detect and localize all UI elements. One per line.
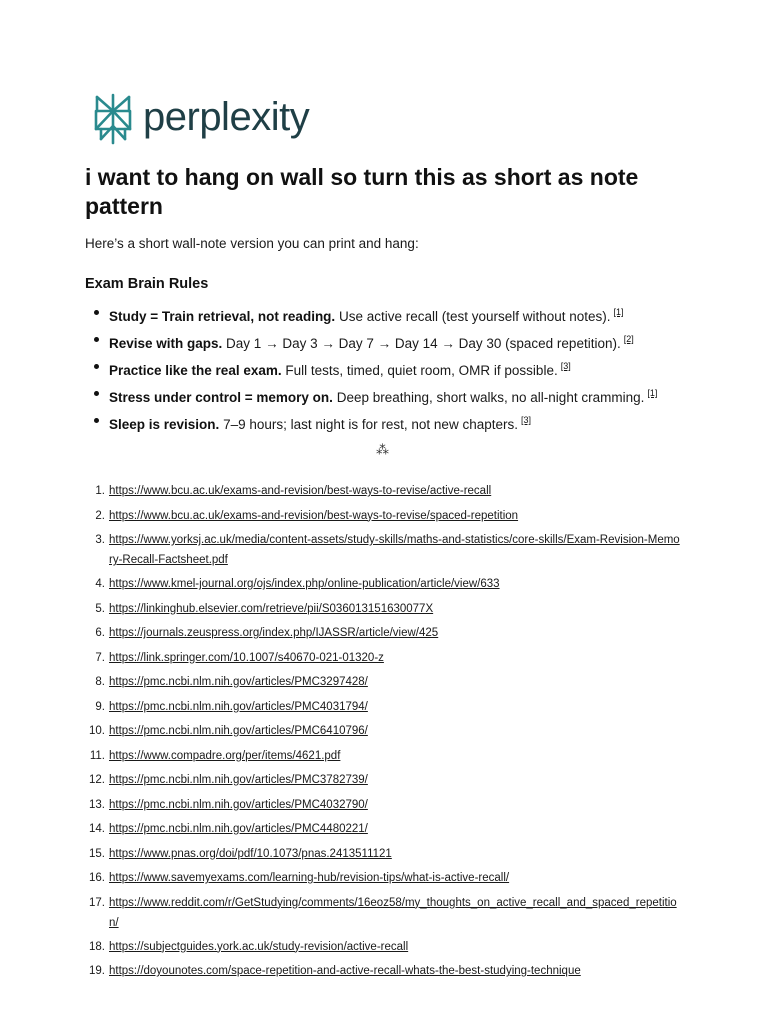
rules-list bbox=[85, 301, 709, 436]
rule-bold: Study = Train retrieval, not reading. bbox=[109, 309, 336, 324]
reference-number: 3. bbox=[95, 534, 105, 546]
reference-number: 9. bbox=[95, 700, 105, 713]
section-divider: ⁂ bbox=[376, 442, 389, 457]
reference-item bbox=[85, 893, 680, 937]
brand-name: perplexity bbox=[143, 95, 310, 139]
reference-number: 15. bbox=[89, 847, 105, 860]
reference-item bbox=[85, 937, 680, 962]
reference-number: 6. bbox=[95, 627, 105, 639]
reference-link[interactable]: https://subjectguides.york.ac.uk/study-revision/active-recall bbox=[109, 940, 409, 953]
reference-item bbox=[85, 599, 680, 624]
rule-text: Full tests, timed, quiet room, OMR if possible. bbox=[281, 363, 558, 378]
reference-link[interactable]: https://www.compadre.org/per/items/4621.pdf bbox=[109, 749, 341, 762]
rule-item bbox=[109, 301, 709, 328]
rule-item bbox=[109, 382, 709, 409]
reference-link[interactable]: https://pmc.ncbi.nlm.nih.gov/articles/PMC6410796/ bbox=[109, 725, 368, 737]
reference-link[interactable]: https://link.springer.com/10.1007/s40670-021-01320-z bbox=[109, 651, 384, 664]
reference-item bbox=[85, 530, 680, 574]
reference-link[interactable]: https://www.yorksj.ac.uk/media/content-assets/study-skills/maths-and-statistics/core-skills/Exam-Revision-Memory-Recall-Factsheet.pdf bbox=[109, 534, 680, 566]
reference-link[interactable]: https://pmc.ncbi.nlm.nih.gov/articles/PMC4032790/ bbox=[109, 798, 368, 811]
reference-number: 1. bbox=[95, 485, 105, 497]
reference-number: 16. bbox=[89, 872, 105, 884]
reference-item bbox=[85, 844, 680, 869]
reference-item bbox=[85, 868, 680, 893]
citation-link[interactable]: [1] bbox=[647, 388, 658, 398]
reference-link[interactable]: https://www.reddit.com/r/GetStudying/comments/16eoz58/my_thoughts_on_active_recall_and_spaced_repetition/ bbox=[109, 896, 677, 929]
rule-item bbox=[109, 355, 709, 382]
references-list bbox=[85, 481, 680, 986]
reference-number: 17. bbox=[89, 896, 105, 909]
rule-bold: Revise with gaps. bbox=[109, 336, 223, 351]
reference-item bbox=[85, 697, 680, 722]
reference-number: 19. bbox=[89, 965, 105, 977]
reference-number: 7. bbox=[95, 651, 105, 664]
reference-item bbox=[85, 770, 680, 795]
reference-link[interactable]: https://pmc.ncbi.nlm.nih.gov/articles/PMC3297428/ bbox=[109, 676, 368, 688]
reference-item bbox=[85, 574, 680, 599]
reference-number: 13. bbox=[89, 798, 105, 811]
reference-item bbox=[85, 746, 680, 771]
reference-number: 8. bbox=[95, 676, 105, 688]
citation-link[interactable]: [2] bbox=[623, 334, 634, 344]
reference-link[interactable]: https://journals.zeuspress.org/index.php/IJASSR/article/view/425 bbox=[109, 627, 439, 639]
page-title: i want to hang on wall so turn this as short as note pattern bbox=[85, 164, 639, 219]
rule-item bbox=[109, 409, 709, 436]
rule-text: Deep breathing, short walks, no all-night cramming. bbox=[332, 390, 645, 405]
rule-text: 7–9 hours; last night is for rest, not new chapters. bbox=[219, 417, 518, 432]
reference-link[interactable]: https://www.bcu.ac.uk/exams-and-revision/best-ways-to-revise/spaced-repetition bbox=[109, 509, 519, 522]
reference-item bbox=[85, 648, 680, 673]
rule-bold: Sleep is revision. bbox=[109, 417, 220, 432]
perplexity-logo bbox=[93, 93, 309, 145]
reference-link[interactable]: https://www.pnas.org/doi/pdf/10.1073/pnas.2413511121 bbox=[109, 847, 392, 860]
intro-text: Here’s a short wall-note version you can print and hang: bbox=[85, 236, 419, 251]
reference-link[interactable]: https://www.kmel-journal.org/ojs/index.php/online-publication/article/view/633 bbox=[109, 578, 500, 590]
reference-item bbox=[85, 795, 680, 820]
reference-number: 5. bbox=[95, 602, 105, 615]
reference-link[interactable]: https://doyounotes.com/space-repetition-and-active-recall-whats-the-best-studying-technique bbox=[109, 965, 581, 977]
reference-link[interactable]: https://pmc.ncbi.nlm.nih.gov/articles/PMC3782739/ bbox=[109, 774, 368, 786]
reference-number: 14. bbox=[89, 823, 105, 835]
rule-text: Use active recall (test yourself without notes). bbox=[335, 309, 611, 324]
rule-text: Day 1 → Day 3 → Day 7 → Day 14 → Day 30 (spaced repetition). bbox=[222, 336, 621, 351]
reference-number: 11. bbox=[89, 749, 105, 762]
rule-bold: Practice like the real exam. bbox=[109, 363, 282, 378]
reference-number: 10. bbox=[89, 725, 105, 737]
rule-bold: Stress under control = memory on. bbox=[109, 390, 333, 405]
reference-number: 18. bbox=[89, 940, 105, 953]
reference-number: 2. bbox=[95, 509, 105, 522]
reference-item bbox=[85, 481, 680, 506]
reference-item bbox=[85, 721, 680, 746]
reference-link[interactable]: https://www.bcu.ac.uk/exams-and-revision/best-ways-to-revise/active-recall bbox=[109, 485, 492, 497]
perplexity-logo-icon bbox=[93, 93, 133, 145]
reference-number: 12. bbox=[89, 774, 105, 786]
rule-item bbox=[109, 328, 709, 355]
reference-link[interactable]: https://pmc.ncbi.nlm.nih.gov/articles/PMC4480221/ bbox=[109, 823, 368, 835]
reference-number: 4. bbox=[95, 578, 105, 590]
reference-link[interactable]: https://linkinghub.elsevier.com/retrieve/pii/S036013151630077X bbox=[109, 602, 434, 615]
reference-item bbox=[85, 623, 680, 648]
reference-item bbox=[85, 819, 680, 844]
reference-link[interactable]: https://www.savemyexams.com/learning-hub/revision-tips/what-is-active-recall/ bbox=[109, 872, 510, 884]
section-heading: Exam Brain Rules bbox=[85, 276, 209, 292]
reference-link[interactable]: https://pmc.ncbi.nlm.nih.gov/articles/PMC4031794/ bbox=[109, 700, 368, 713]
citation-link[interactable]: [3] bbox=[520, 415, 531, 425]
reference-item bbox=[85, 672, 680, 697]
reference-item bbox=[85, 961, 680, 986]
reference-item bbox=[85, 506, 680, 531]
citation-link[interactable]: [1] bbox=[613, 307, 624, 317]
citation-link[interactable]: [3] bbox=[560, 361, 571, 371]
